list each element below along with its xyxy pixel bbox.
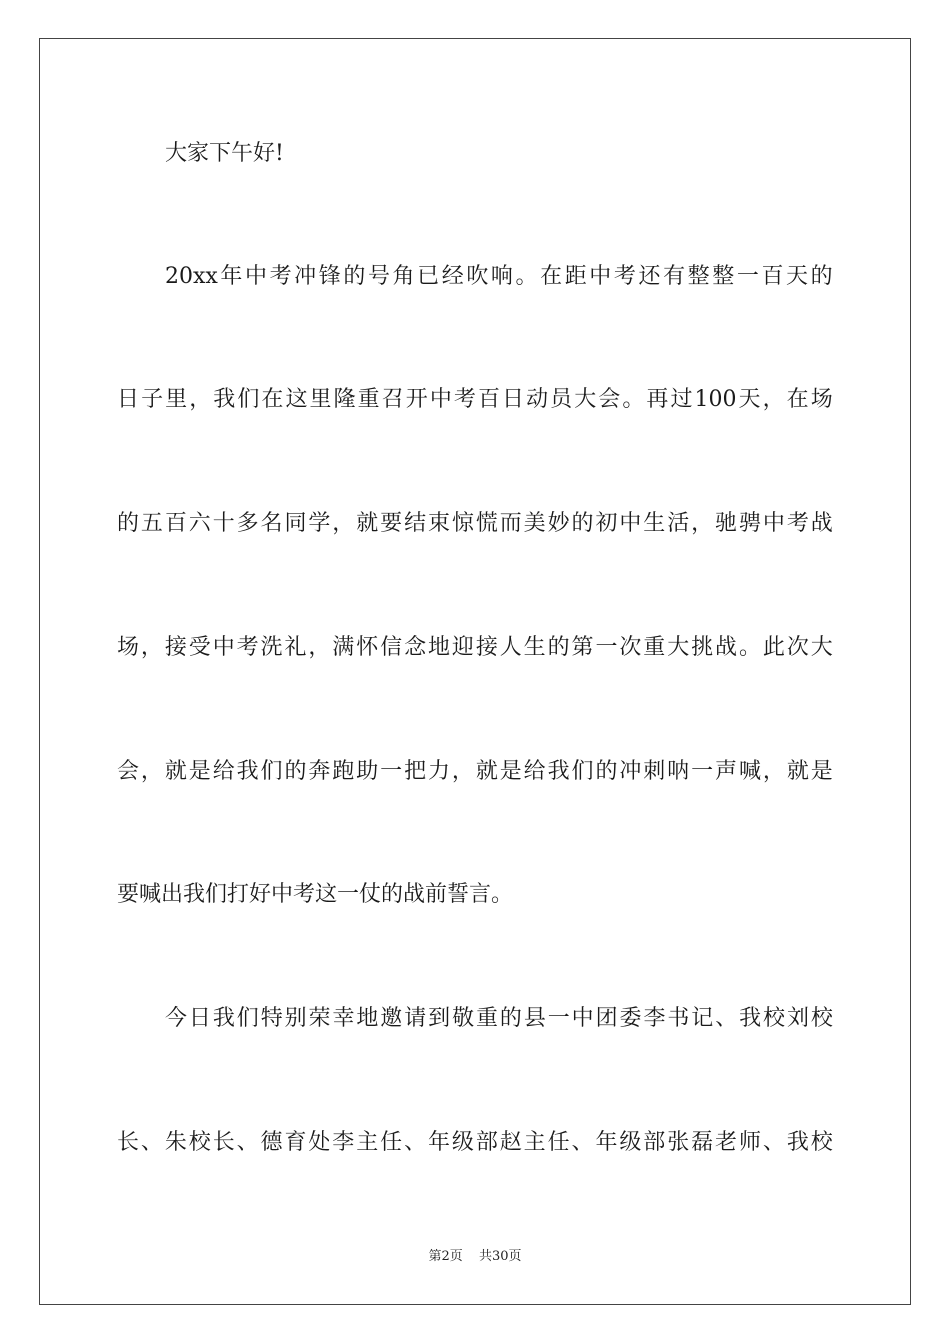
- page-total: 共30页: [478, 1249, 522, 1264]
- paragraph-2-line-1: 今 日 我 们 特 别 荣 幸 地 邀 请 到 敬 重 的 县 一 中 团 委 李 书 记 、 我 校 刘 校: [165, 1006, 833, 1031]
- paragraph-1-line-1: 20xx 年 中 考 冲 锋 的 号 角 已 经 吹 响 。 在 距 中 考 还 有 整 整 一 百 天 的: [165, 264, 833, 289]
- page-number: 第2页: [428, 1249, 463, 1264]
- paragraph-1-line-5: 会 ， 就 是 给 我 们 的 奔 跑 助 一 把 力 ， 就 是 给 我 们 的 冲 刺 呐 一 声 喊 ， 就 是: [117, 759, 833, 784]
- paragraph-2-line-2: 长 、 朱 校 长 、 德 育 处 李 主 任 、 年 级 部 赵 主 任 、 年 级 部 张 磊 老 师 、 我 校: [117, 1130, 833, 1155]
- greeting-line: 大家下午好!: [165, 141, 284, 166]
- paragraph-1-line-3: 的 五 百 六 十 多 名 同 学 ， 就 要 结 束 惊 慌 而 美 妙 的 初 中 生 活 ， 驰 骋 中 考 战: [117, 511, 833, 536]
- paragraph-1-line-4: 场 ， 接 受 中 考 洗 礼 ， 满 怀 信 念 地 迎 接 人 生 的 第 一 次 重 大 挑 战 。 此 次 大: [117, 635, 833, 660]
- paragraph-1-line-2: 日 子 里 ， 我 们 在 这 里 隆 重 召 开 中 考 百 日 动 员 大 会 。 再 过 100 天 ， 在 场: [117, 387, 833, 412]
- page-footer: [0, 1245, 950, 1264]
- page-border: [39, 38, 911, 1305]
- paragraph-1-line-6: 要喊出我们打好中考这一仗的战前誓言。: [117, 882, 514, 907]
